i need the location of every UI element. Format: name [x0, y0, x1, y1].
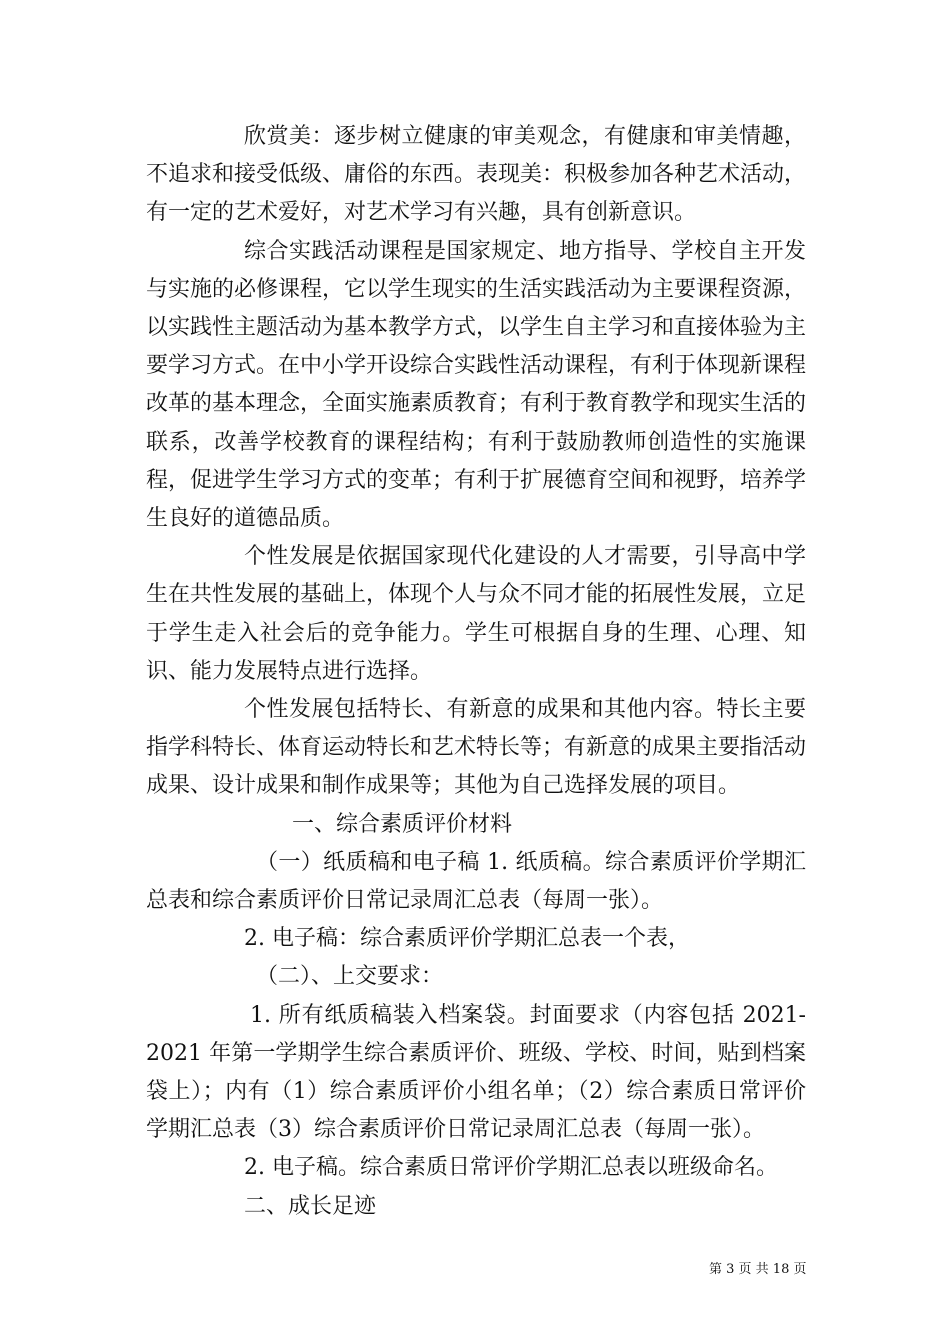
paragraph-aesthetics: 欣赏美：逐步树立健康的审美观念，有健康和审美情趣，不追求和接受低级、庸俗的东西。表现美：积极参加各种艺术活动，有一定的艺术爱好，对艺术学习有兴趣，具有创新意识。 [146, 124, 807, 226]
paragraph-personal-development: 个性发展是依据国家现代化建设的人才需要，引导高中学生在共性发展的基础上，体现个人与众不同才能的拓展性发展，立足于学生走入社会后的竞争能力。学生可根据自身的生理、心理、知识、能力发展特点进行选择。 [146, 544, 807, 684]
section-heading-materials: 一、综合素质评价材料 [292, 811, 513, 837]
subsection-paper-electronic: （一）纸质稿和电子稿 1. 纸质稿。综合素质评价学期汇总表和综合素质评价日常记录周汇总表（每周一张）。 [146, 849, 806, 914]
paragraph-practice-course: 综合实践活动课程是国家规定、地方指导、学校自主开发与实施的必修课程，它以学生现实的生活实践活动为主要课程资源，以实践性主题活动为基本教学方式，以学生自主学习和直接体验为主要学习方式。在中小学开设综合实践性活动课程，有利于体现新课程改革的基本理念，全面实施素质教育；有利于教育教学和现实生活的联系，改善学校教育的课程结构；有利于鼓励教师创造性的实施课程，促进学生学习方式的变革；有利于扩展德育空间和视野，培养学生良好的道德品质。 [146, 238, 807, 532]
section-heading-growth: 二、成长足迹 [244, 1193, 377, 1219]
paragraph-development-content: 个性发展包括特长、有新意的成果和其他内容。特长主要指学科特长、体育运动特长和艺术特长等；有新意的成果主要指活动成果、设计成果和制作成果等；其他为自己选择发展的项目。 [146, 697, 807, 799]
item-electronic-naming: 2. 电子稿。综合素质日常评价学期汇总表以班级命名。 [244, 1155, 778, 1181]
item-electronic-draft: 2. 电子稿：综合素质评价学期汇总表一个表， [244, 926, 690, 952]
page-number: 第 3 页 共 18 页 [709, 1262, 807, 1277]
subsection-submission-requirements: （二）、上交要求： [256, 964, 444, 990]
item-paper-archive: 1. 所有纸质稿装入档案袋。封面要求（内容包括 2021-2021 年第一学期学生综合素质评价、班级、学校、时间，贴到档案袋上）；内有（1）综合素质评价小组名单；（2）综合素质日常评价学期汇总表（3）综合素质评价日常记录周汇总表（每周一张）。 [146, 1002, 806, 1143]
body-text [146, 118, 806, 1226]
